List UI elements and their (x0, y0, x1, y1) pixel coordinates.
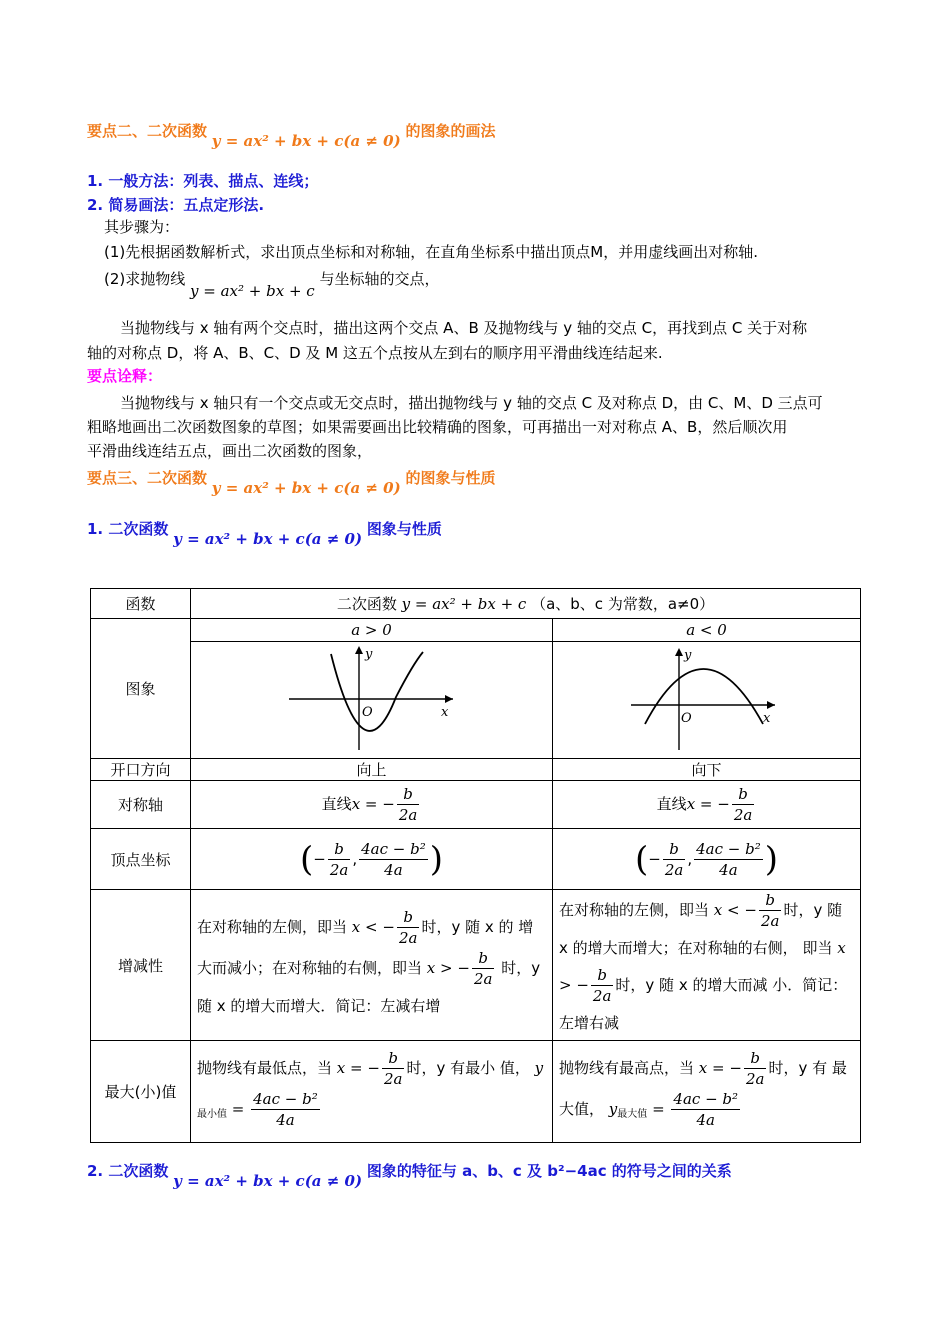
ext-left-b: 时，y 有最小 (406, 1059, 496, 1077)
sub2-pre: 2. 二次函数 (87, 1162, 169, 1180)
ext-left-sub: 最小值 (197, 1109, 227, 1120)
mono-right-num2: b (591, 965, 614, 986)
mono-left-den1: 2a (398, 929, 418, 947)
method-2: 2. 简易画法：五点定形法. (87, 196, 265, 214)
sub1-pre: 1. 二次函数 (87, 520, 169, 538)
x-axis-arrow-down (767, 701, 775, 709)
mono-right-b: 时，y (783, 901, 823, 919)
minus-right: − (648, 849, 661, 868)
mono-right-lt: x < − (713, 901, 757, 919)
axis-num-right: b (732, 784, 755, 805)
axis-eq-left: x = − (351, 795, 395, 813)
parabola-up (331, 652, 423, 731)
row-axis-label: 对称轴 (91, 781, 191, 829)
ext-left-vnum: 4ac − b² (253, 1090, 318, 1108)
step-2-post: 与坐标轴的交点， (319, 270, 440, 288)
origin-label-down: O (681, 711, 692, 726)
section3-title-pre: 要点三、二次函数 (87, 469, 208, 487)
section2-title-post: 的图象的画法 (405, 122, 496, 140)
mono-left-lt: x < − (351, 918, 395, 936)
y-axis-arrow-up (355, 646, 363, 654)
ext-right-vden: 4a (696, 1111, 715, 1129)
row-monotonic-label: 增减性 (91, 890, 191, 1041)
ext-left-den: 2a (383, 1070, 403, 1088)
ext-right-a: 抛物线有最高点，当 (559, 1059, 695, 1077)
x-axis-arrow-up (445, 695, 453, 703)
section3-title-post: 的图象与性质 (405, 469, 496, 487)
ext-right-c: 最大值， (559, 1059, 847, 1118)
method-1: 1. 一般方法：列表、描点、连线； (87, 172, 319, 190)
section2-formula: y = ax² + bx + c(a ≠ 0) (211, 132, 401, 150)
axis-frac-right (732, 784, 755, 825)
paren-close-right: ) (764, 839, 778, 879)
mono-left-frac1 (397, 907, 420, 948)
vertex-frac2-right (694, 839, 763, 880)
vertex-frac2-left (359, 839, 428, 880)
para1-line2: 轴的对称点 D，将 A、B、C、D 及 M 这五个点按从左到右的顺序用平滑曲线连结起来. (87, 344, 663, 362)
ext-left-c: 值， (499, 1059, 530, 1077)
y-label-up: y (365, 647, 373, 662)
ext-left-a: 抛物线有最低点，当 (197, 1059, 333, 1077)
graph-down-cell (553, 642, 861, 759)
ext-left-y: y (534, 1059, 544, 1077)
mono-left-d: 时，y 随 x 的增大而增大．简记：左减右增 (197, 959, 541, 1015)
paren-open-right: ( (635, 839, 649, 879)
monotonic-right (553, 890, 861, 1041)
step-2 (104, 267, 440, 300)
axis-frac-left (397, 784, 420, 825)
row-opening-label: 开口方向 (91, 759, 191, 781)
ext-right-eq: x = − (698, 1059, 742, 1077)
mono-left-c: 增大而减小；在对称轴的右侧，即当 (197, 918, 534, 977)
vertex-right: (− $\frac{b}{2a}$ , $\frac{\text{4ac − b²}}{4a}$ ) (553, 829, 861, 890)
ext-right-sub: 最大值 (617, 1109, 648, 1120)
mono-left-frac2 (472, 948, 495, 989)
axis-prefix-left: 直线 (321, 795, 352, 813)
graph-up-cell (191, 642, 553, 759)
section3-formula: y = ax² + bx + c(a ≠ 0) (211, 479, 401, 497)
para2-line2: 粗略地画出二次函数图象的草图；如果需要画出比较精确的图象，可再描出一对对称点 A、B，然后顺次用 (87, 418, 788, 436)
step-2-pre: (2)求抛物线 (104, 270, 186, 288)
mono-right-num1: b (759, 890, 782, 911)
ext-right-frac (744, 1048, 767, 1089)
ext-left-eq: x = − (336, 1059, 380, 1077)
function-post: （a、b、c 为常数，a≠0） (531, 595, 715, 613)
opening-up: 向上 (191, 759, 553, 781)
paren-close-left: ) (429, 839, 443, 879)
section2-title-pre: 要点二、二次函数 (87, 122, 208, 140)
ext-left-frac (382, 1048, 405, 1089)
sub2-post: 图象的特征与 a、b、c 及 b²−4ac 的符号之间的关系 (366, 1162, 732, 1180)
extreme-left (191, 1041, 553, 1143)
cond-a-positive: a > 0 (191, 619, 553, 642)
row-vertex-label: 顶点坐标 (91, 829, 191, 890)
x-label-up: x (441, 705, 449, 720)
mono-right-d: 即当 (802, 939, 833, 957)
sub2-heading (87, 1160, 732, 1190)
function-formula: y = ax² + bx + c (401, 595, 527, 613)
mono-left-a: 在对称轴的左侧，即当 (197, 918, 348, 936)
ext-right-den: 2a (745, 1070, 765, 1088)
step-1: (1)先根据函数解析式，求出顶点坐标和对称轴，在直角坐标系中描出顶点M，并用虚线画出对称轴. (104, 243, 758, 261)
vertex-n2-right: 4ac − b² (696, 839, 761, 858)
vertex-d2-left: 4a (384, 860, 403, 879)
vertex-d1-left: 2a (329, 860, 349, 879)
ext-left-vfrac (251, 1089, 320, 1130)
vertex-frac1-right (663, 839, 686, 880)
ext-right-vnum: 4ac − b² (673, 1090, 739, 1108)
monotonic-left (191, 890, 553, 1041)
y-axis-arrow-down (675, 648, 683, 656)
graph-downward-parabola (553, 642, 860, 754)
vertex-left: (− $\frac{b}{2a}$ , $\frac{\text{4ac − b²}}{4a}$ ) (191, 829, 553, 890)
minus-left: − (313, 849, 326, 868)
row-function-label: 函数 (91, 589, 191, 619)
ext-left-num: b (382, 1048, 405, 1069)
row-function-content (191, 589, 861, 619)
mono-right-f: 小．简记：左增右减 (559, 976, 848, 1032)
section2-heading (87, 120, 496, 150)
axis-den-right: 2a (733, 806, 753, 824)
axis-den-left: 2a (398, 806, 418, 824)
ext-right-b: 时，y 有 (768, 1059, 828, 1077)
axis-num-left: b (397, 784, 420, 805)
note-label: 要点诠释： (87, 367, 163, 385)
function-pre: 二次函数 (336, 595, 397, 613)
mono-right-a: 在对称轴的左侧，即当 (559, 901, 710, 919)
mono-right-frac1 (759, 890, 782, 931)
cond-a-negative: a < 0 (553, 619, 861, 642)
row-extreme-label: 最大(小)值 (91, 1041, 191, 1143)
properties-table (90, 588, 861, 1143)
paren-open-left: ( (300, 839, 314, 879)
axis-eq-right: x = − (686, 795, 730, 813)
mono-right-den1: 2a (760, 912, 780, 930)
steps-intro: 其步骤为： (104, 218, 180, 236)
opening-down: 向下 (553, 759, 861, 781)
sub1-heading (87, 518, 442, 548)
mono-left-num1: b (397, 907, 420, 928)
y-label-down: y (684, 648, 692, 663)
step-2-formula: y = ax² + bx + c (190, 282, 315, 300)
mono-right-e: 时，y 随 x 的增大而减 (615, 976, 768, 994)
ext-right-equals: = (652, 1100, 665, 1118)
vertex-d2-right: 4a (719, 860, 738, 879)
mono-right-den2: 2a (592, 987, 612, 1005)
row-graph-label: 图象 (91, 619, 191, 759)
mono-left-num2: b (472, 948, 495, 969)
sub2-formula: y = ax² + bx + c(a ≠ 0) (173, 1172, 363, 1190)
mono-right-frac2 (591, 965, 614, 1006)
ext-right-num: b (744, 1048, 767, 1069)
mono-left-den2: 2a (473, 970, 493, 988)
vertex-d1-right: 2a (664, 860, 684, 879)
vertex-frac1-left (328, 839, 351, 880)
vertex-n1-right: b (663, 839, 686, 860)
para2-line1: 当抛物线与 x 轴只有一个交点或无交点时，描出抛物线与 y 轴的交点 C 及对称点 D，由 C、M、D 三点可 (120, 394, 823, 412)
origin-label-up: O (362, 705, 373, 720)
mono-left-b: 时，y 随 x 的 (421, 918, 514, 936)
ext-left-equals: = (231, 1100, 245, 1118)
axis-prefix-right: 直线 (656, 795, 687, 813)
ext-right-y: y (608, 1100, 618, 1118)
sub1-post: 图象与性质 (366, 520, 442, 538)
sub1-formula: y = ax² + bx + c(a ≠ 0) (173, 530, 363, 548)
ext-left-vden: 4a (276, 1111, 295, 1129)
vertex-n1-left: b (328, 839, 351, 860)
ext-right-vfrac (671, 1089, 740, 1130)
mono-left-gt: x > − (426, 959, 470, 977)
graph-upward-parabola (191, 642, 552, 754)
axis-right (553, 781, 861, 829)
axis-left (191, 781, 553, 829)
para2-line3: 平滑曲线连结五点，画出二次函数的图象， (87, 442, 373, 460)
mono-right-c: 随 x 的增大而增大；在对称轴的右侧， (559, 901, 843, 957)
para1-line1: 当抛物线与 x 轴有两个交点时，描出这两个交点 A、B 及抛物线与 y 轴的交点 C，再找到点 C 关于对称 (120, 319, 808, 337)
section3-heading (87, 467, 496, 497)
x-label-down: x (763, 711, 771, 726)
extreme-right (553, 1041, 861, 1143)
parabola-down (645, 669, 763, 724)
mono-right-gt: x > − (559, 939, 846, 994)
vertex-n2-left: 4ac − b² (361, 839, 426, 858)
